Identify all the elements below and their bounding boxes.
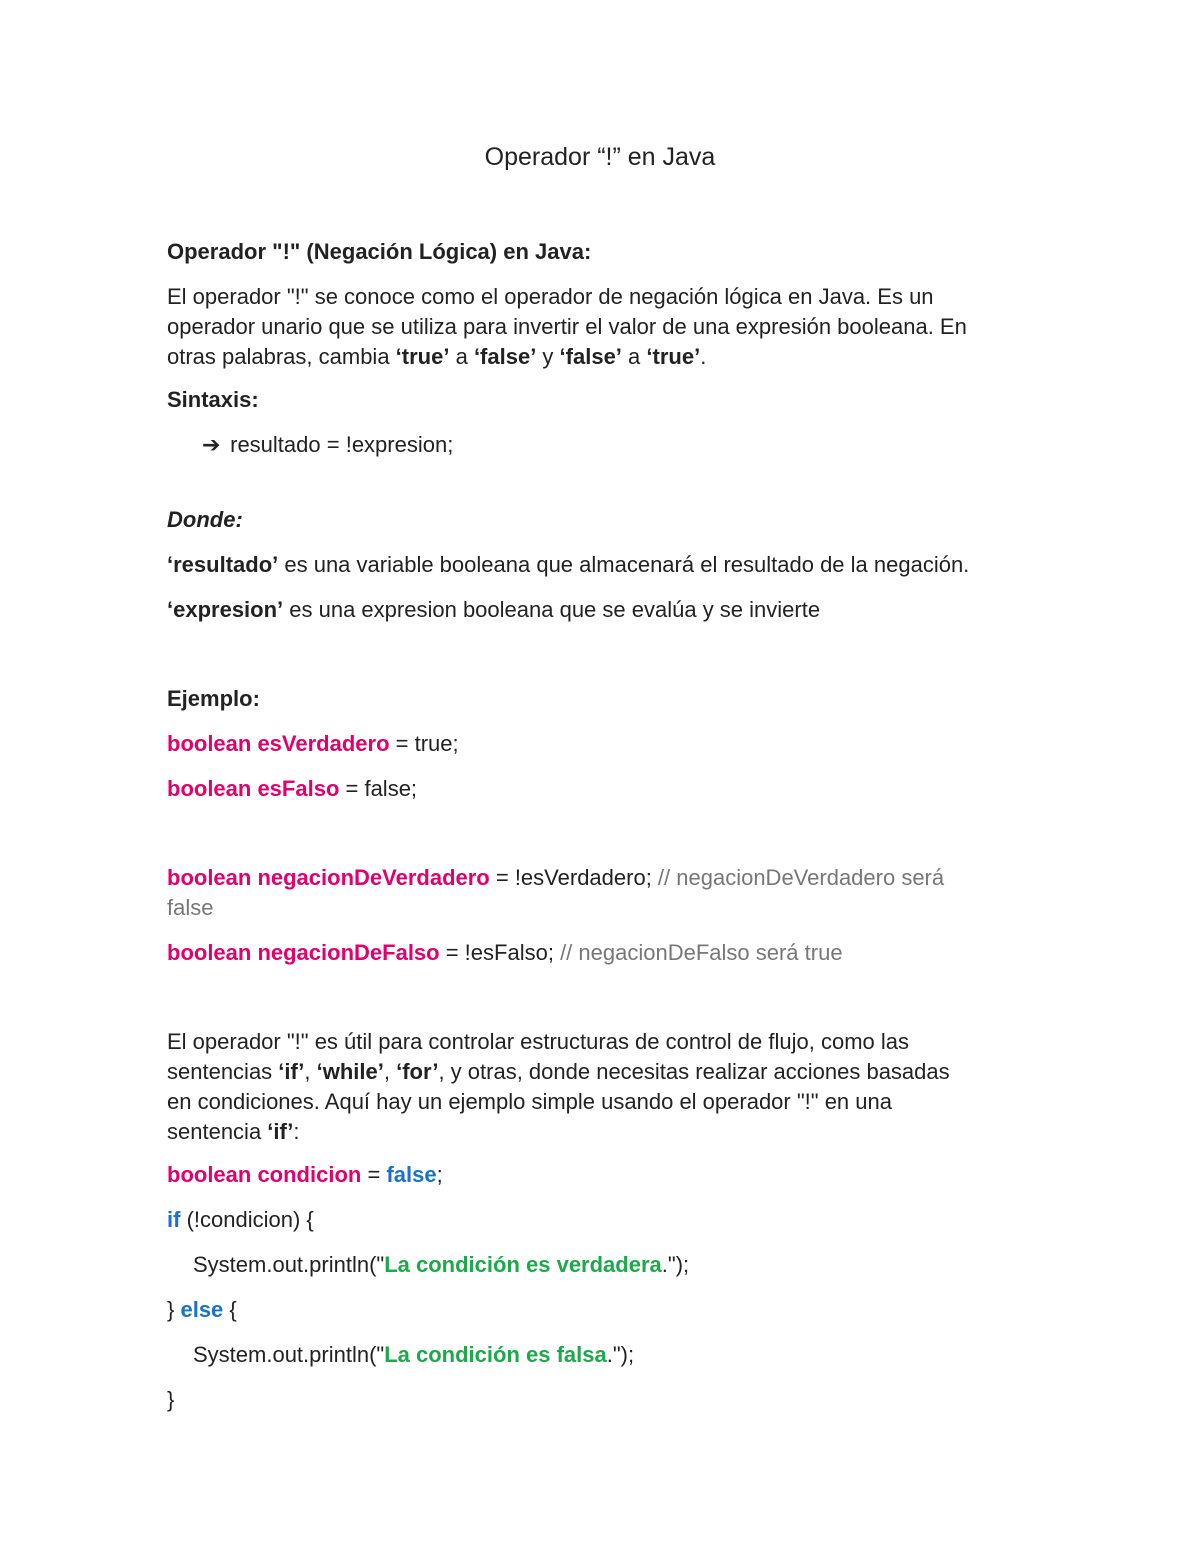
code-comment-continuation: false	[167, 895, 214, 920]
sintaxis-expression: ➔ resultado = !expresion;	[202, 430, 453, 461]
code-line: boolean condicion = false;	[167, 1162, 443, 1187]
code-line: System.out.println("La condición es verdadera.");	[193, 1252, 690, 1277]
donde-resultado: ‘resultado’ es una variable booleana que almacenará el resultado de la negación.	[167, 552, 970, 577]
arrow-right-icon: ➔	[202, 433, 221, 458]
donde-label: Donde:	[167, 507, 243, 532]
ejemplo-label: Ejemplo:	[167, 686, 260, 711]
donde-expresion: ‘expresion’ es una expresion booleana que se evalúa y se invierte	[167, 597, 821, 622]
code-line: if (!condicion) {	[167, 1207, 314, 1232]
intro-line-2: operador unario que se utiliza para invertir el valor de una expresión booleana. En	[167, 314, 967, 339]
sintaxis-label: Sintaxis:	[167, 387, 259, 412]
page-title: Operador “!” en Java	[484, 143, 716, 171]
control-line-1: El operador "!" es útil para controlar estructuras de control de flujo, como las	[167, 1029, 909, 1054]
code-line: boolean negacionDeVerdadero = !esVerdadero; // negacionDeVerdadero será	[167, 865, 945, 890]
code-line: boolean esFalso = false;	[167, 776, 418, 801]
code-line: boolean esVerdadero = true;	[167, 731, 459, 756]
control-line-2: sentencias ‘if’, ‘while’, ‘for’, y otras, donde necesitas realizar acciones basadas	[167, 1059, 950, 1084]
code-line: } else {	[167, 1297, 237, 1322]
code-line: System.out.println("La condición es falsa.");	[193, 1342, 635, 1367]
intro-line-3: otras palabras, cambia ‘true’ a ‘false’ y ‘false’ a ‘true’.	[167, 344, 707, 369]
section-heading: Operador "!" (Negación Lógica) en Java:	[167, 239, 592, 264]
control-line-3: en condiciones. Aquí hay un ejemplo simple usando el operador "!" en una	[167, 1089, 892, 1114]
code-line: boolean negacionDeFalso = !esFalso; // negacionDeFalso será true	[167, 940, 843, 965]
control-line-4: sentencia ‘if’:	[167, 1119, 300, 1144]
code-line: }	[167, 1387, 175, 1412]
intro-line-1: El operador "!" se conoce como el operador de negación lógica en Java. Es un	[167, 284, 934, 309]
